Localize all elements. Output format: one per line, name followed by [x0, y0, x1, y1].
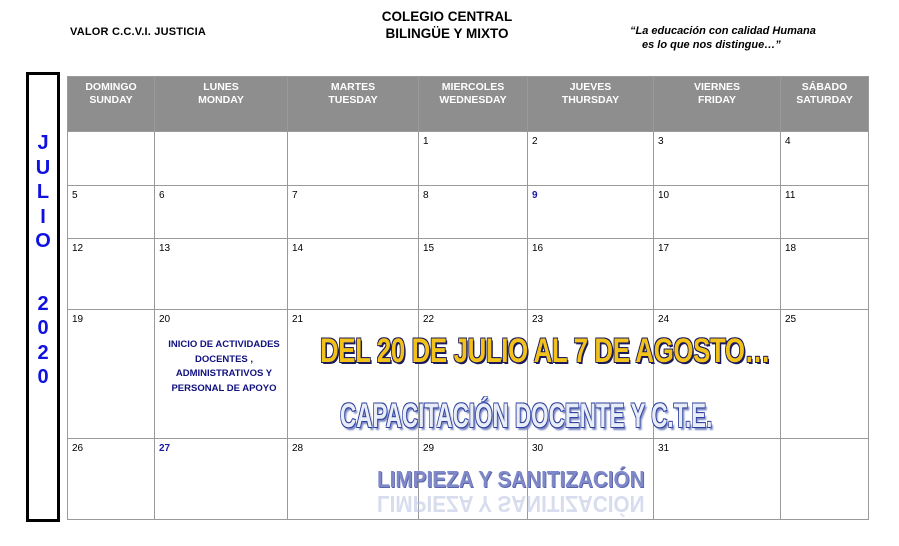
day-number [155, 132, 287, 136]
weekday-header [68, 77, 155, 132]
day-cell [781, 186, 869, 239]
day-number: 24 [658, 314, 670, 325]
day-number: 13 [159, 243, 171, 254]
day-number: 2 [532, 136, 538, 147]
day-number: 9 [532, 190, 538, 201]
month-letter: L [36, 181, 50, 203]
year-digit: 0 [37, 317, 49, 339]
weekday-es: JUEVES [569, 81, 612, 93]
school-name-line1: COLEGIO CENTRAL [381, 9, 513, 24]
event-note-start-activities: INICIO DE ACTIVIDADES DOCENTES , ADMINISTRATIVOS Y PERSONAL DE APOYO [168, 339, 280, 394]
day-number: 23 [532, 314, 544, 325]
weekday-es: DOMINGO [85, 81, 137, 93]
day-number: 5 [72, 190, 78, 201]
weekday-es: MARTES [330, 81, 376, 93]
day-cell [654, 439, 781, 520]
day-number: 14 [292, 243, 304, 254]
day-cell [288, 132, 419, 186]
day-number: 31 [658, 443, 670, 454]
day-number: 26 [72, 443, 84, 454]
day-cell [288, 186, 419, 239]
year-digit: 0 [37, 366, 49, 388]
day-number: 4 [785, 136, 791, 147]
day-number: 1 [423, 136, 429, 147]
event-banner-cleaning: LIMPIEZA Y SANITIZACIÓN [377, 466, 645, 492]
day-number: 3 [658, 136, 664, 147]
weekday-header [155, 77, 288, 132]
day-number: 8 [423, 190, 429, 201]
day-number: 15 [423, 243, 435, 254]
day-number: 29 [423, 443, 435, 454]
day-cell [781, 310, 869, 439]
month-letters [35, 131, 51, 254]
weekday-en: THURSDAY [561, 94, 620, 106]
day-cell [781, 239, 869, 310]
week-row [68, 186, 869, 239]
weekday-en: SATURDAY [796, 94, 853, 106]
day-cell [654, 132, 781, 186]
event-banner-date-range: DEL 20 DE JULIO AL 7 DE AGOSTO… [320, 332, 771, 370]
day-cell [781, 132, 869, 186]
day-number: 16 [532, 243, 544, 254]
day-number: 22 [423, 314, 435, 325]
day-number: 6 [159, 190, 165, 201]
calendar-grid [67, 76, 869, 520]
day-number: 19 [72, 314, 84, 325]
day-number [68, 132, 154, 136]
day-cell [419, 186, 528, 239]
day-cell [68, 239, 155, 310]
weekday-en: WEDNESDAY [439, 94, 507, 106]
weekday-header [654, 77, 781, 132]
weekday-header [419, 77, 528, 132]
day-number: 27 [159, 443, 171, 454]
day-cell [528, 132, 654, 186]
month-letter: I [40, 205, 46, 228]
motto-line1: “La educación con calidad Humana [630, 25, 816, 37]
motto-line2: es lo que nos distingue…” [642, 39, 781, 51]
day-number: 10 [658, 190, 670, 201]
day-cell [528, 239, 654, 310]
day-cell [155, 239, 288, 310]
day-cell [654, 186, 781, 239]
year-digit: 2 [37, 341, 49, 364]
day-number: 20 [159, 314, 171, 325]
month-letter: J [37, 132, 49, 154]
weekday-header [781, 77, 869, 132]
day-cell [68, 439, 155, 520]
day-number [288, 132, 418, 136]
month-year-sidebar [26, 72, 60, 522]
event-banner-training: CAPACITACIÓN DOCENTE Y C.T.E. [340, 397, 713, 435]
day-cell [68, 132, 155, 186]
day-cell [155, 186, 288, 239]
day-cell [155, 132, 288, 186]
weekday-es: SÁBADO [801, 81, 848, 93]
day-number: 18 [785, 243, 797, 254]
day-number: 7 [292, 190, 298, 201]
day-cell [419, 239, 528, 310]
weekday-en: TUESDAY [328, 94, 378, 106]
month-letter: U [35, 156, 51, 179]
valor-label: VALOR C.C.V.I. JUSTICIA [70, 26, 207, 38]
month-letter: O [35, 230, 51, 252]
weekday-header [528, 77, 654, 132]
week-row [68, 132, 869, 186]
school-name [340, 8, 554, 42]
weekday-es: MIERCOLES [441, 81, 505, 93]
day-cell [68, 186, 155, 239]
weekday-en: MONDAY [198, 94, 244, 106]
weekday-es: VIERNES [693, 81, 741, 93]
weekday-en: FRIDAY [697, 94, 737, 106]
day-number: 28 [292, 443, 304, 454]
day-number [781, 439, 868, 443]
day-number: 30 [532, 443, 544, 454]
day-cell [155, 439, 288, 520]
year-digits [37, 292, 48, 390]
motto [630, 24, 860, 52]
weekday-es: LUNES [203, 81, 239, 93]
day-number: 25 [785, 314, 797, 325]
weekday-en: SUNDAY [89, 94, 133, 106]
day-number: 21 [292, 314, 304, 325]
day-cell [288, 239, 419, 310]
week-row [68, 239, 869, 310]
year-digit: 2 [37, 292, 49, 315]
weekday-header-row [68, 77, 869, 132]
day-cell [781, 439, 869, 520]
event-banner-cleaning-reflection: LIMPIEZA Y SANITIZACIÓN [377, 491, 645, 517]
day-cell [654, 239, 781, 310]
school-name-line2: BILINGÜE Y MIXTO [385, 26, 509, 41]
day-number: 12 [72, 243, 84, 254]
day-number: 11 [785, 190, 796, 201]
day-cell [528, 186, 654, 239]
day-cell [68, 310, 155, 439]
day-number: 17 [658, 243, 670, 254]
day-cell [419, 132, 528, 186]
weekday-header [288, 77, 419, 132]
